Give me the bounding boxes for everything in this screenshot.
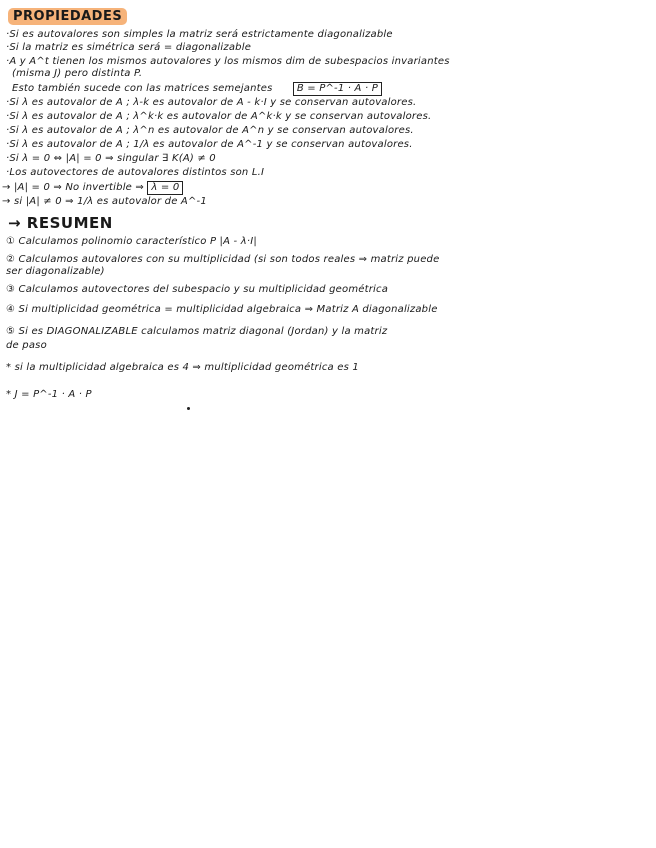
det-line — [2, 181, 183, 195]
resumen-line: ② Calculamos autovalores con su multiplicidad (si son todos reales ⇒ matriz puede — [6, 254, 440, 265]
title-resumen: → RESUMEN — [8, 214, 113, 232]
semejantes-formula: B = P^-1 · A · P — [293, 82, 382, 96]
note-line: (misma J) pero distinta P. — [12, 68, 143, 79]
autovalor-line: ·Los autovectores de autovalores distintos son L.I — [6, 167, 265, 178]
resumen-line: * si la multiplicidad algebraica es 4 ⇒ multiplicidad geométrica es 1 — [6, 362, 359, 373]
resumen-line: * J = P^-1 · A · P — [6, 389, 92, 400]
title-propiedades: PROPIEDADES — [8, 8, 127, 25]
autovalor-line: ·Si λ es autovalor de A ; λ^n es autovalor de A^n y se conservan autovalores. — [6, 125, 414, 136]
resumen-line: ⑤ Si es DIAGONALIZABLE calculamos matriz diagonal (Jordan) y la matriz — [6, 326, 388, 337]
note-line — [12, 82, 382, 96]
resumen-line: ① Calculamos polinomio característico P |A - λ·I| — [6, 236, 257, 247]
autovalor-line: ·Si λ es autovalor de A ; 1/λ es autovalor de A^-1 y se conservan autovalores. — [6, 139, 413, 150]
resumen-line: de paso — [6, 340, 47, 351]
autovalor-line: ·Si λ es autovalor de A ; λ-k es autovalor de A - k·I y se conservan autovalores. — [6, 97, 417, 108]
ink-dot — [187, 407, 190, 410]
resumen-line: ④ Si multiplicidad geométrica = multiplicidad algebraica ⇒ Matriz A diagonalizable — [6, 304, 438, 315]
det-line-text: → |A| = 0 ⇒ No invertible ⇒ — [2, 182, 144, 193]
det-line-boxed: λ = 0 — [147, 181, 183, 195]
semejantes-text: Esto también sucede con las matrices semejantes — [12, 83, 273, 94]
resumen-line: ③ Calculamos autovectores del subespacio y su multiplicidad geométrica — [6, 284, 389, 295]
resumen-line: ser diagonalizable) — [6, 266, 105, 277]
note-line: ·A y A^t tienen los mismos autovalores y los mismos dim de subespacios invariantes — [6, 56, 450, 67]
autovalor-line: ·Si λ = 0 ⇔ |A| = 0 ⇒ singular ∃ K(A) ≠ 0 — [6, 153, 216, 164]
inv-line: → si |A| ≠ 0 ⇒ 1/λ es autovalor de A^-1 — [2, 196, 207, 207]
note-line: ·Si es autovalores son simples la matriz será estrictamente diagonalizable — [6, 29, 393, 40]
autovalor-line: ·Si λ es autovalor de A ; λ^k·k es autovalor de A^k·k y se conservan autovalores. — [6, 111, 432, 122]
note-line: ·Si la matriz es simétrica será = diagonalizable — [6, 42, 252, 53]
